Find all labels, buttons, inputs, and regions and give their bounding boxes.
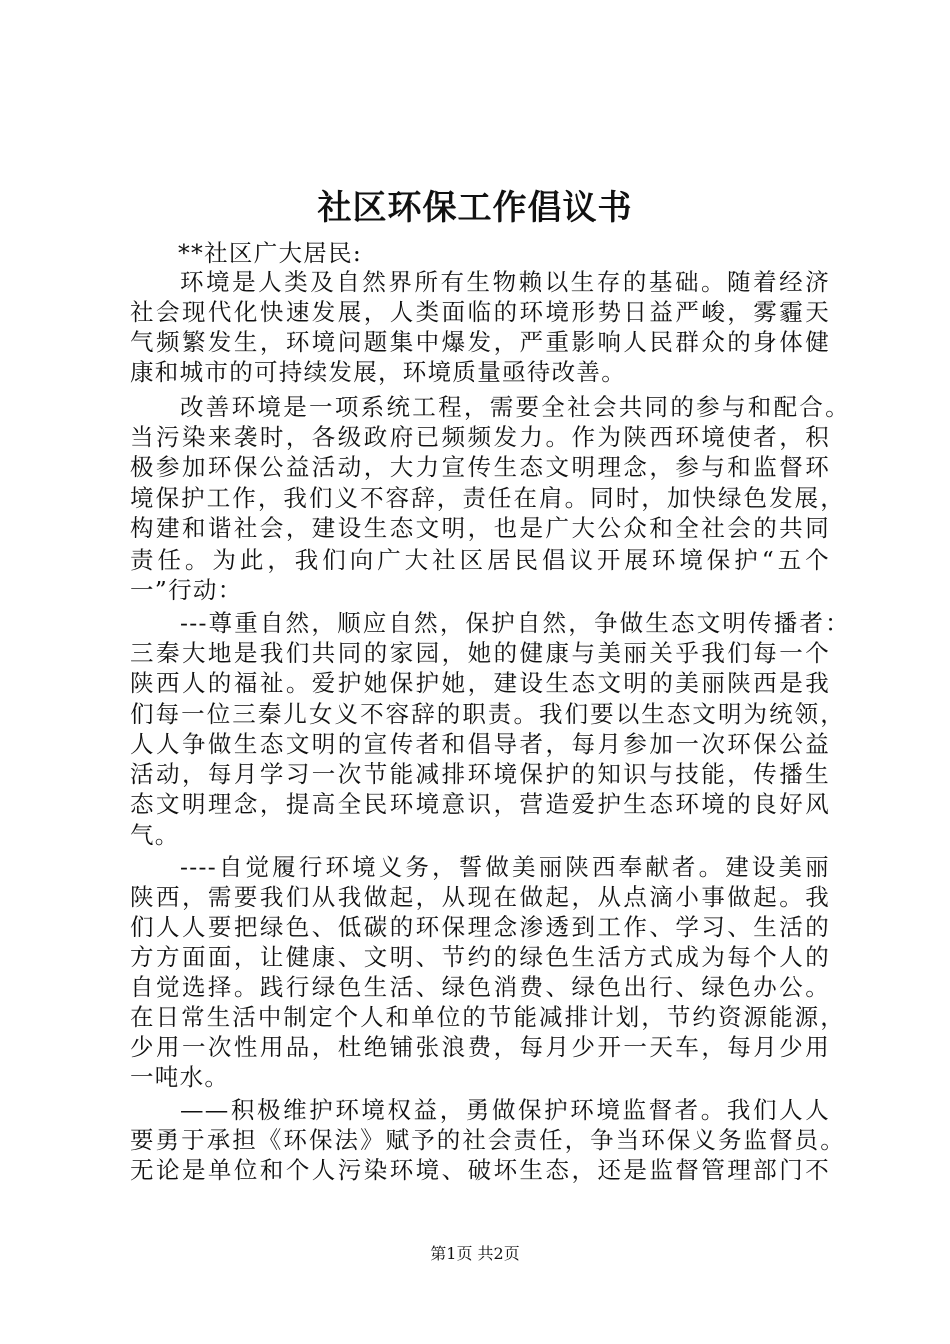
body-line: 康和城市的可持续发展，环境质量亟待改善。 bbox=[130, 358, 626, 386]
body-line: 气频繁发生，环境问题集中爆发，严重影响人民群众的身体健 bbox=[130, 328, 830, 356]
page-number-footer: 第1页 共2页 bbox=[430, 1244, 520, 1263]
body-line: 改善环境是一项系统工程，需要全社会共同的参与和配合。 bbox=[180, 393, 850, 421]
body-line: 要勇于承担《环保法》赋予的社会责任，争当环保义务监督员。 bbox=[130, 1126, 845, 1154]
body-line: 境保护工作，我们义不容辞，责任在肩。同时，加快绿色发展， bbox=[130, 484, 845, 512]
body-line: 自觉选择。践行绿色生活、绿色消费、绿色出行、绿色办公。 bbox=[130, 973, 830, 1001]
body-line: ----自觉履行环境义务，誓做美丽陕西奉献者。建设美丽 bbox=[180, 853, 830, 881]
body-line: 三秦大地是我们共同的家园，她的健康与美丽关乎我们每一个 bbox=[130, 639, 830, 667]
body-line: 当污染来袭时，各级政府已频频发力。作为陕西环境使者，积 bbox=[130, 423, 830, 451]
body-line: 环境是人类及自然界所有生物赖以生存的基础。随着经济 bbox=[180, 268, 830, 296]
body-line: 极参加环保公益活动，大力宣传生态文明理念，参与和监督环 bbox=[130, 453, 830, 481]
body-line: ——积极维护环境权益，勇做保护环境监督者。我们人人 bbox=[180, 1096, 830, 1124]
body-line: 气。 bbox=[130, 821, 180, 849]
body-line: 陕西，需要我们从我做起，从现在做起，从点滴小事做起。我 bbox=[130, 883, 830, 911]
body-line: 们人人要把绿色、低碳的环保理念渗透到工作、学习、生活的 bbox=[130, 913, 830, 941]
body-line: 社会现代化快速发展，人类面临的环境形势日益严峻，雾霾天 bbox=[130, 298, 830, 326]
body-line: 一吨水。 bbox=[130, 1063, 230, 1091]
body-line: 在日常生活中制定个人和单位的节能减排计划，节约资源能源， bbox=[130, 1003, 845, 1031]
body-line: 活动，每月学习一次节能减排环境保护的知识与技能，传播生 bbox=[130, 760, 830, 788]
body-line: 构建和谐社会，建设生态文明，也是广大公众和全社会的共同 bbox=[130, 514, 830, 542]
body-line: 们每一位三秦儿女义不容辞的职责。我们要以生态文明为统领， bbox=[130, 700, 845, 728]
body-line: 人人争做生态文明的宣传者和倡导者，每月参加一次环保公益 bbox=[130, 730, 830, 758]
body-line: 方方面面，让健康、文明、节约的绿色生活方式成为每个人的 bbox=[130, 943, 830, 971]
salutation-line: **社区广大居民: bbox=[178, 239, 363, 267]
body-line: ---尊重自然，顺应自然，保护自然，争做生态文明传播者： bbox=[180, 609, 850, 637]
body-line: 无论是单位和个人污染环境、破坏生态，还是监督管理部门不 bbox=[130, 1156, 830, 1184]
body-line: 一”行动： bbox=[130, 576, 243, 604]
body-line: 责任。为此，我们向广大社区居民倡议开展环境保护“五个 bbox=[130, 546, 830, 574]
body-line: 态文明理念，提高全民环境意识，营造爱护生态环境的良好风 bbox=[130, 790, 830, 818]
document-title: 社区环保工作倡议书 bbox=[317, 188, 633, 228]
body-line: 少用一次性用品，杜绝铺张浪费，每月少开一天车，每月少用 bbox=[130, 1033, 830, 1061]
body-line: 陕西人的福祉。爱护她保护她，建设生态文明的美丽陕西是我 bbox=[130, 669, 830, 697]
